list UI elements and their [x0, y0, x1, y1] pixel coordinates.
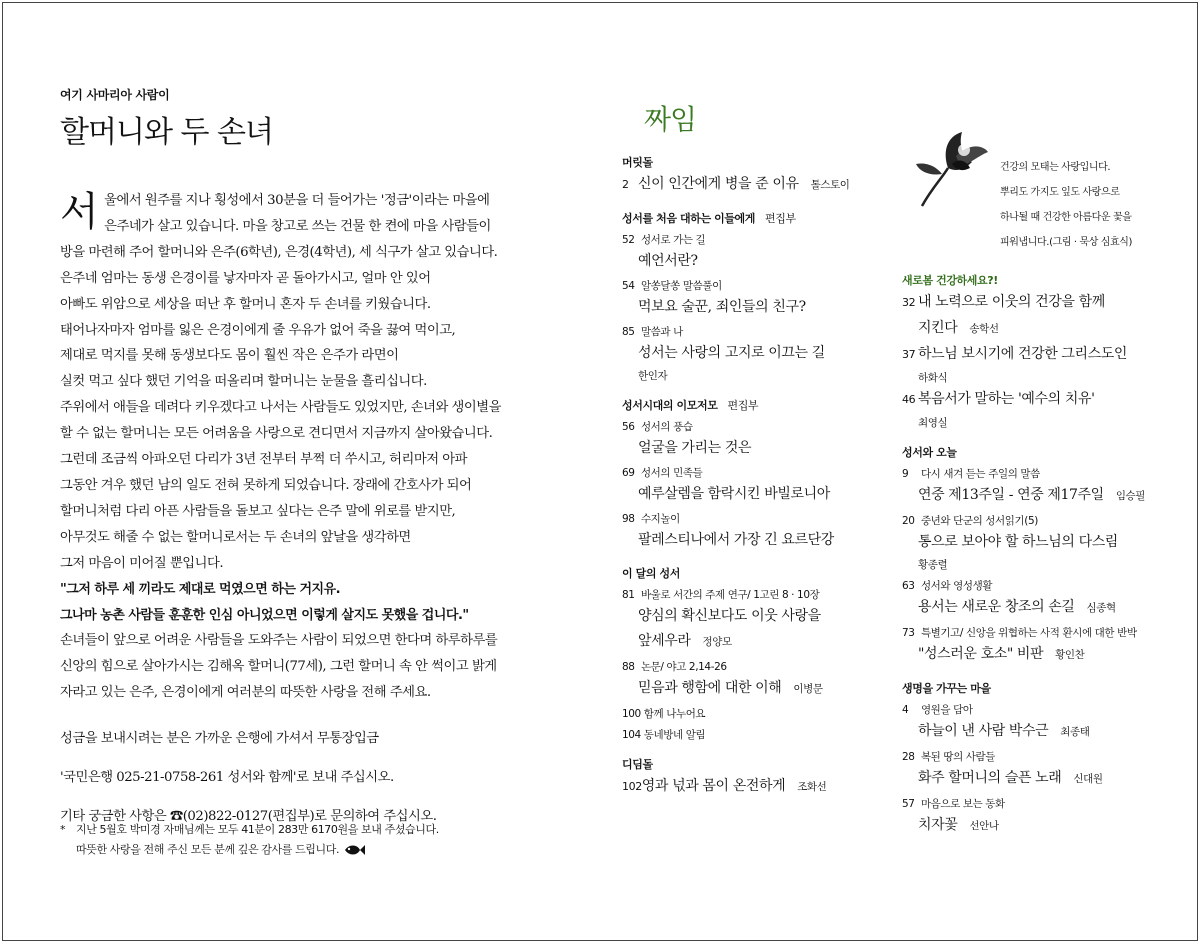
article-paragraph	[60, 188, 560, 577]
toc-entry-title: 팔레스티나에서 가장 긴 요르단강	[638, 532, 834, 548]
body-line: 울에서 원주를 지나 횡성에서 30분을 더 들어가는 '정금'이라는 마을에	[104, 193, 490, 208]
closing-line: 자라고 있는 은주, 은경이에게 여러분의 따뜻한 사랑을 전해 주세요.	[60, 685, 431, 701]
toc-entry	[622, 296, 882, 318]
toc-entry-title: 하늘이 낸 사람 박수근	[918, 723, 1049, 739]
toc-entry-author: 임승필	[1115, 490, 1146, 502]
body-line: 태어나자마자 엄마를 잃은 은경이에게 줄 우유가 없어 죽을 끓여 먹이고,	[60, 322, 456, 338]
toc-entry-title: 예언서란?	[638, 253, 698, 269]
toc-entry-author: 정양모	[702, 636, 732, 648]
body-line: 실컷 먹고 싶다 했던 기억을 떠올리며 할머니는 눈물을 흘리십니다.	[60, 374, 427, 390]
toc-column-1	[622, 140, 882, 798]
note-line: * 지난 5월호 박미경 자매님께는 모두 41분이 283만 6170원을 보내 주셨습니다.	[60, 823, 439, 836]
caption-line: 뿌리도 가지도 잎도 사랑으로	[1000, 187, 1120, 198]
quote-line: "그저 하루 세 끼라도 제대로 먹였으면 하는 거지유.	[60, 581, 341, 597]
toc-entry	[622, 342, 882, 364]
toc-section-heading: 생명을 가꾸는 마을	[902, 682, 991, 695]
toc-entry: 102영과 넋과 몸이 온전하게 조화선	[622, 778, 827, 794]
toc-entry-title: 성서는 사랑의 고지로 이끄는 길	[638, 345, 825, 361]
toc-entry-title: 내 노력으로 이웃의 건강을 함께	[918, 294, 1105, 310]
article-closing	[60, 628, 560, 706]
toc-entry-title: 믿음과 행함에 대한 이해	[638, 680, 782, 696]
toc-entry-title: 영과 넋과 몸이 온전하게	[641, 778, 786, 794]
toc-subheading: 9 다시 새겨 듣는 주일의 말씀	[902, 468, 1040, 480]
toc-subheading: 100 함께 나누어요	[622, 708, 706, 720]
donate-line: '국민은행 025-21-0758-261 성서와 함께'로 보내 주십시오.	[60, 770, 394, 786]
body-line: 제대로 먹지를 못해 동생보다도 몸이 훨씬 작은 은주가 라면이	[60, 348, 399, 364]
toc-entry-title: 용서는 새로운 창조의 손길	[918, 599, 1075, 615]
toc-entry-title: 신이 인간에게 병을 준 이유	[638, 176, 799, 192]
fish-icon	[343, 844, 365, 856]
toc-entry-author: 최영실	[918, 417, 948, 429]
toc-subheading: 56 성서의 풍습	[622, 421, 693, 433]
note-line: 따뜻한 사랑을 전해 주신 모든 분께 깊은 감사를 드립니다.	[60, 840, 580, 860]
article-kicker: 여기 사마리아 사람이	[60, 88, 170, 102]
body-line: 은주네 엄마는 동생 은경이를 낳자마자 곧 돌아가시고, 얼마 안 있어	[60, 270, 431, 286]
toc-subheading: 4 영원을 담아	[902, 704, 973, 716]
toc-section-heading: 성서를 처음 대하는 이들에게 편집부	[622, 212, 796, 225]
toc-section-heading: 성서시대의 이모저모 편집부	[622, 399, 759, 412]
toc-section-heading: 디딤돌	[622, 758, 653, 771]
toc-entry-author: 하화식	[918, 372, 948, 384]
caption-line: 피워냅니다.(그림 · 묵상 심효식)	[1000, 237, 1133, 248]
toc-entry	[622, 605, 882, 627]
toc-entry-author: 조화선	[797, 781, 827, 793]
toc-entry	[902, 767, 1172, 790]
toc-subheading: 81 바울로 서간의 주제 연구/ 1고린 8 · 10장	[622, 589, 820, 601]
body-line: 할머니처럼 다리 아픈 사람들을 돌보고 싶다는 은주 말에 위로를 받지만,	[60, 503, 456, 519]
toc-entry-author: 황종렬	[918, 559, 948, 571]
toc-entry: 46복음서가 말하는 '예수의 치유'	[902, 391, 1095, 407]
caption-line: 하나될 때 건강한 아름다운 꽃을	[1000, 212, 1132, 223]
thanks-note	[60, 820, 580, 860]
toc-entry-author: 톨스토이	[810, 179, 850, 191]
toc-entry-author: 이병문	[793, 683, 823, 695]
toc-editor: 편집부	[727, 399, 759, 412]
toc-subheading: 28 복된 땅의 사람들	[902, 751, 996, 763]
quote-line: 그나마 농촌 사람들 훈훈한 인심 아니었으면 이렇게 살지도 못했을 겁니다."	[60, 607, 469, 623]
toc-entry: 2신이 인간에게 병을 준 이유 톨스토이	[622, 176, 850, 192]
toc-subheading: 52 성서로 가는 길	[622, 234, 706, 246]
closing-line: 손녀들이 앞으로 어려운 사람들을 도와주는 사람이 되었으면 한다며 하루하루를	[60, 633, 498, 649]
toc-subheading: 54 알쏭달쏭 말씀풀이	[622, 280, 722, 292]
toc-section-heading: 머릿돌	[622, 156, 653, 169]
article-body	[60, 188, 560, 706]
toc-entry-title: 앞세우라	[638, 633, 691, 649]
toc-entry-title: 얼굴을 가리는 것은	[638, 440, 752, 456]
toc-subheading: 73 특별기고/ 신앙을 위협하는 사적 환시에 대한 반박	[902, 627, 1137, 639]
caption-line: 건강의 모태는 사랑입니다.	[1000, 162, 1111, 173]
toc-entry	[902, 531, 1172, 553]
toc-entry-title: 먹보요 술꾼, 죄인들의 친구?	[638, 299, 806, 315]
toc-entry	[902, 317, 1172, 340]
body-line: 방을 마련해 주어 할머니와 은주(6학년), 은경(4학년), 세 식구가 살고 있습니다.	[60, 244, 498, 260]
toc-entry	[902, 814, 1172, 837]
toc-entry	[902, 643, 1172, 666]
toc-entry-title: 연중 제13주일 - 연중 제17주일	[918, 487, 1104, 503]
toc-section-heading: 이 달의 성서	[622, 567, 680, 580]
article-title: 할머니와 두 손녀	[60, 115, 273, 150]
toc-subheading: 104 동네방네 알림	[622, 729, 706, 741]
toc-entry-author: 송학선	[969, 323, 999, 335]
flower-illustration	[912, 128, 990, 212]
body-line: 그동안 겨우 했던 남의 일도 전혀 못하게 되었습니다. 장래에 간호사가 되어	[60, 477, 472, 493]
body-line: 주위에서 애들을 데려다 키우겠다고 나서는 사람들도 있었지만, 손녀와 생이별을	[60, 400, 501, 416]
donate-line: 기타 궁금한 사항은 ☎(02)822-0127(편집부)로 문의하여 주십시오.	[60, 808, 437, 824]
body-line: 할 수 없는 할머니는 모든 어려움을 사랑으로 견디면서 지금까지 살아왔습니다.	[60, 426, 493, 442]
toc-entry	[622, 483, 882, 505]
toc-entry-title: 화주 할머니의 슬픈 노래	[918, 770, 1062, 786]
toc-entry-author: 선안나	[969, 820, 999, 832]
body-line: 아무것도 해줄 수 없는 할머니로서는 두 손녀의 앞날을 생각하면	[60, 529, 411, 545]
toc-entry-author: 한인자	[638, 370, 668, 382]
toc-entry: 37하느님 보시기에 건강한 그리스도인	[902, 346, 1128, 362]
toc-column-2	[902, 258, 1172, 837]
toc-entry-title: "성스러운 호소" 비판	[918, 646, 1044, 662]
body-line: 그런데 조금씩 아파오던 다리가 3년 전부터 부쩍 더 쑤시고, 허리마저 아파	[60, 452, 467, 468]
toc-entry-title: 지킨다	[918, 320, 958, 336]
toc-entry	[622, 250, 882, 272]
body-line: 아빠도 위암으로 세상을 떠난 후 할머니 혼자 두 손녀를 키웠습니다.	[60, 296, 431, 312]
toc-entry	[622, 529, 882, 551]
toc-title: 짜임	[644, 103, 697, 136]
toc-entry-title: 하느님 보시기에 건강한 그리스도인	[918, 346, 1128, 362]
toc-subheading: 85 말씀과 나	[622, 326, 683, 338]
toc-entry	[902, 596, 1172, 619]
body-line: 은주네가 살고 있습니다. 마을 창고로 쓰는 건물 한 켠에 마을 사람들이	[104, 218, 491, 234]
article-header	[60, 86, 560, 151]
toc-subheading: 20 중년와 단군의 성서읽기(5)	[902, 515, 1038, 527]
toc-entry-author: 심종혁	[1086, 602, 1116, 614]
toc-entry-author: 최종태	[1060, 726, 1090, 738]
drop-cap: 서	[60, 189, 99, 235]
toc-subheading: 57 마음으로 보는 동화	[902, 798, 1005, 810]
toc-editor: 편집부	[765, 212, 796, 225]
donate-line: 성금을 보내시려는 분은 가까운 은행에 가셔서 무통장입금	[60, 731, 379, 747]
article-quote	[60, 577, 560, 629]
closing-line: 신앙의 힘으로 살아가시는 김해옥 할머니(77세), 그런 할머니 속 안 썩이고 밝게	[60, 659, 497, 675]
illustration-caption	[1000, 150, 1160, 260]
toc-section-heading: 새로봄 건강하세요?!	[902, 274, 998, 287]
toc-entry-title: 통으로 보아야 할 하느님의 다스림	[918, 534, 1118, 550]
toc-entry	[902, 484, 1172, 507]
toc-section-heading: 성서와 오늘	[902, 446, 957, 459]
toc-subheading: 63 성서와 영성생활	[902, 580, 993, 592]
toc-entry: 32내 노력으로 이웃의 건강을 함께	[902, 294, 1105, 310]
toc-entry	[902, 720, 1172, 743]
toc-subheading: 69 성서의 민족들	[622, 467, 703, 479]
toc-entry-title: 복음서가 말하는 '예수의 치유'	[918, 391, 1095, 407]
body-line: 그저 마음이 미어질 뿐입니다.	[60, 555, 224, 571]
toc-subheading: 88 논문/ 야고 2,14-26	[622, 661, 727, 673]
toc-entry	[622, 437, 882, 459]
toc-entry	[622, 630, 882, 653]
toc-entry-title: 치자꽃	[918, 817, 958, 833]
toc-subheading: 98 수지놀이	[622, 513, 680, 525]
toc-entry-title: 예루살렘을 함락시킨 바빌로니아	[638, 486, 830, 502]
toc-entry	[622, 677, 882, 700]
toc-entry-author: 신대원	[1073, 773, 1103, 785]
toc-entry-author: 황인찬	[1055, 649, 1085, 661]
toc-entry-title: 양심의 확신보다도 이웃 사랑을	[638, 608, 821, 624]
